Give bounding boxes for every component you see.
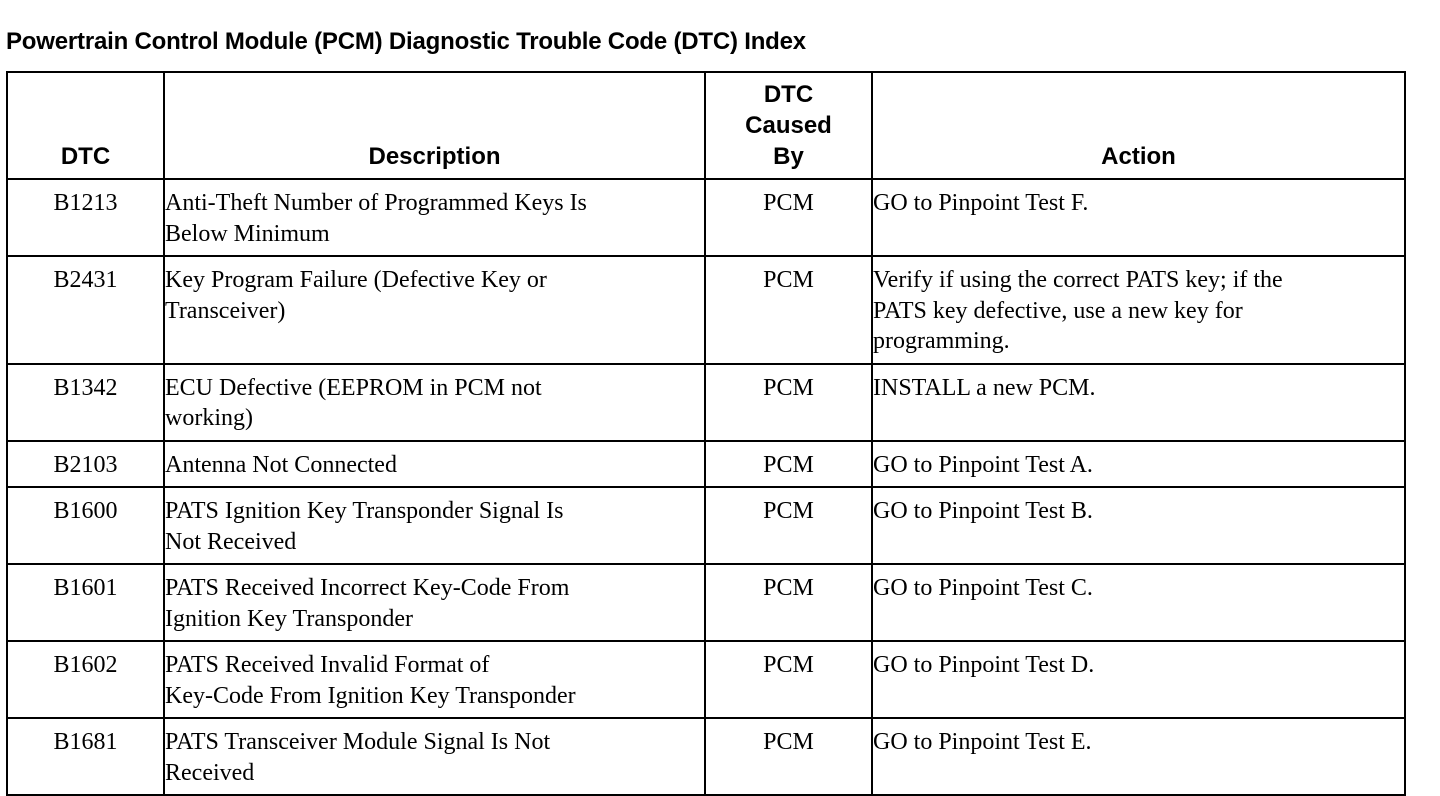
action-cell bbox=[872, 179, 1405, 256]
table-row bbox=[7, 256, 1405, 364]
description-cell bbox=[164, 564, 705, 641]
action-line: PATS key defective, use a new key for bbox=[873, 297, 1243, 324]
table-row bbox=[7, 441, 1405, 488]
header-caused-by-line: Caused bbox=[745, 112, 832, 139]
description-cell bbox=[164, 487, 705, 564]
caused-by-cell: PCM bbox=[705, 256, 872, 364]
header-caused-by bbox=[705, 72, 872, 179]
action-cell bbox=[872, 364, 1405, 441]
description-line: Key Program Failure (Defective Key or bbox=[165, 267, 547, 293]
action-cell bbox=[872, 564, 1405, 641]
action-cell bbox=[872, 256, 1405, 364]
header-action: Action bbox=[872, 72, 1405, 179]
description-line: Not Received bbox=[165, 528, 297, 555]
action-line: programming. bbox=[873, 328, 1010, 354]
action-line: GO to Pinpoint Test E. bbox=[873, 729, 1092, 755]
table-row bbox=[7, 641, 1405, 718]
description-line: PATS Received Invalid Format of bbox=[165, 652, 490, 678]
dtc-code-cell: B2103 bbox=[7, 441, 164, 488]
table-row bbox=[7, 487, 1405, 564]
description-line: PATS Transceiver Module Signal Is Not bbox=[165, 729, 551, 755]
description-line: ECU Defective (EEPROM in PCM not bbox=[165, 374, 542, 401]
description-line: PATS Ignition Key Transponder Signal Is bbox=[165, 498, 564, 524]
description-cell bbox=[164, 641, 705, 718]
dtc-code-cell: B1342 bbox=[7, 364, 164, 441]
caused-by-cell: PCM bbox=[705, 179, 872, 256]
table-row bbox=[7, 364, 1405, 441]
action-line: GO to Pinpoint Test F. bbox=[873, 190, 1089, 216]
description-cell bbox=[164, 256, 705, 364]
caused-by-cell: PCM bbox=[705, 641, 872, 718]
table-row bbox=[7, 718, 1405, 795]
description-cell bbox=[164, 364, 705, 441]
description-line: Anti-Theft Number of Programmed Keys Is bbox=[165, 190, 587, 216]
description-line: Transceiver) bbox=[165, 297, 286, 324]
action-line: GO to Pinpoint Test A. bbox=[873, 451, 1093, 478]
header-description: Description bbox=[164, 72, 705, 179]
caused-by-cell: PCM bbox=[705, 487, 872, 564]
description-cell bbox=[164, 179, 705, 256]
action-cell bbox=[872, 641, 1405, 718]
dtc-code-cell: B1213 bbox=[7, 179, 164, 256]
description-line: PATS Received Incorrect Key-Code From bbox=[165, 575, 570, 601]
description-line: working) bbox=[165, 405, 253, 431]
action-cell bbox=[872, 718, 1405, 795]
header-caused-by-line: DTC bbox=[763, 81, 814, 108]
action-line: Verify if using the correct PATS key; if the bbox=[873, 267, 1283, 293]
caused-by-cell: PCM bbox=[705, 364, 872, 441]
description-line: Key-Code From Ignition Key Transponder bbox=[165, 682, 576, 709]
action-line: GO to Pinpoint Test B. bbox=[873, 498, 1093, 524]
description-line: Below Minimum bbox=[165, 220, 330, 247]
header-dtc: DTC bbox=[7, 72, 164, 179]
action-line: GO to Pinpoint Test C. bbox=[873, 575, 1093, 601]
caused-by-cell: PCM bbox=[705, 441, 872, 488]
dtc-code-cell: B1602 bbox=[7, 641, 164, 718]
description-line: Ignition Key Transponder bbox=[165, 605, 413, 632]
action-cell bbox=[872, 441, 1405, 488]
action-line: GO to Pinpoint Test D. bbox=[873, 652, 1095, 678]
caused-by-cell: PCM bbox=[705, 564, 872, 641]
caused-by-cell: PCM bbox=[705, 718, 872, 795]
action-cell bbox=[872, 487, 1405, 564]
header-caused-by-line: By bbox=[773, 143, 804, 170]
description-line: Antenna Not Connected bbox=[165, 451, 397, 478]
table-row bbox=[7, 564, 1405, 641]
description-cell bbox=[164, 441, 705, 488]
dtc-code-cell: B1600 bbox=[7, 487, 164, 564]
header-row bbox=[7, 72, 1405, 179]
dtc-code-cell: B2431 bbox=[7, 256, 164, 364]
dtc-code-cell: B1601 bbox=[7, 564, 164, 641]
table-row bbox=[7, 179, 1405, 256]
page-title: Powertrain Control Module (PCM) Diagnostic Trouble Code (DTC) Index bbox=[6, 28, 806, 55]
description-line: Received bbox=[165, 759, 255, 786]
description-cell bbox=[164, 718, 705, 795]
action-line: INSTALL a new PCM. bbox=[873, 374, 1096, 401]
dtc-index-table bbox=[6, 71, 1406, 796]
dtc-code-cell: B1681 bbox=[7, 718, 164, 795]
